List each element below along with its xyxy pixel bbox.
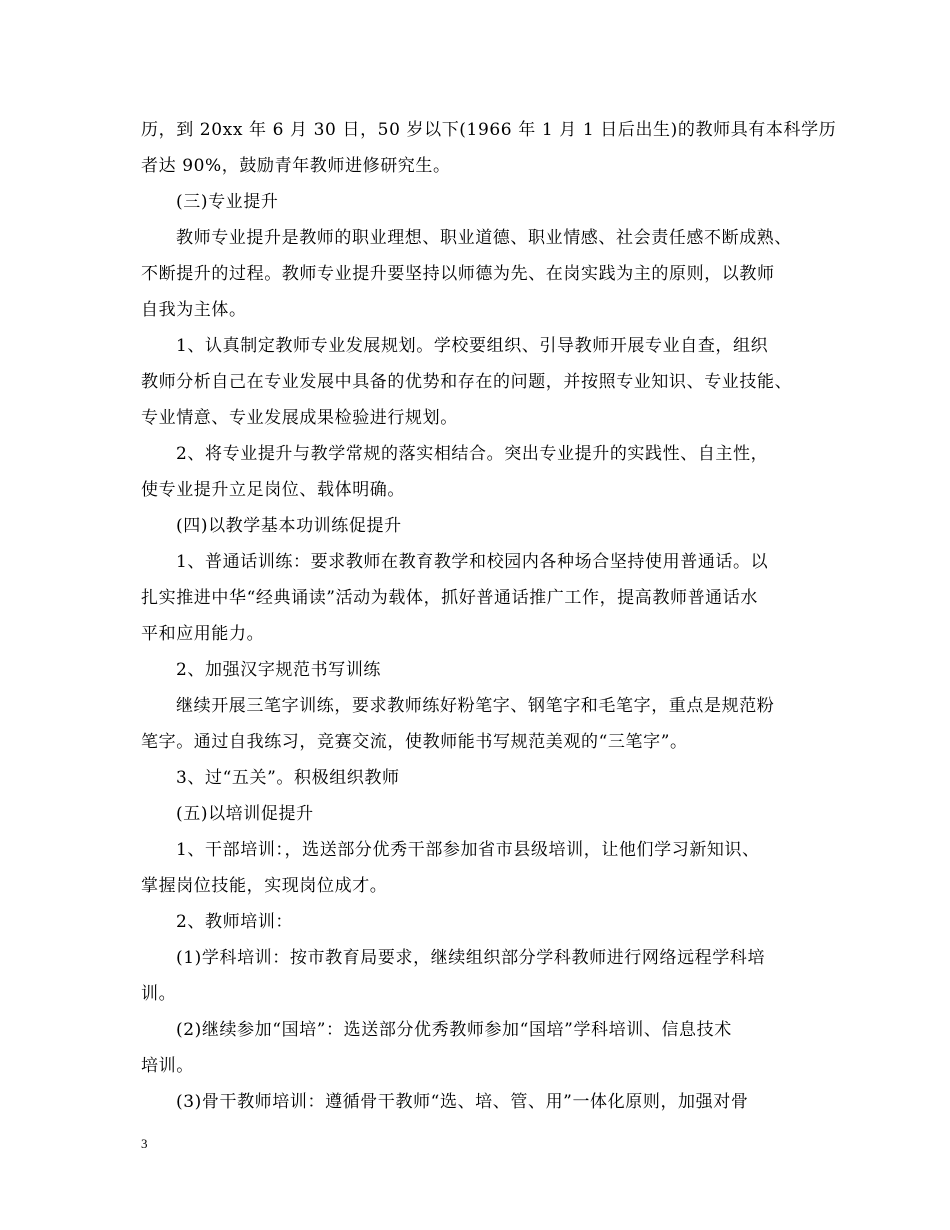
page-number: 3 (141, 1136, 148, 1151)
text-line: 继续开展三笔字训练，要求教师练好粉笔字、钢笔字和毛笔字，重点是规范粉 (176, 696, 775, 716)
text-line: 教师专业提升是教师的职业理想、职业道德、职业情感、社会责任感不断成熟、 (176, 228, 792, 248)
text-line: 掌握岗位技能，实现岗位成才。 (141, 876, 388, 896)
text-line: 平和应用能力。 (141, 624, 265, 644)
text-line: 2、教师培训： (176, 912, 294, 932)
section-heading: (四)以教学基本功训练促提升 (176, 516, 402, 536)
text-line: 2、加强汉字规范书写训练 (176, 660, 382, 680)
text-line: (3)骨干教师培训：遵循骨干教师“选、培、管、用”一体化原则，加强对骨 (176, 1092, 749, 1112)
text-line: 使专业提升立足岗位、载体明确。 (141, 480, 405, 500)
text-line: 1、认真制定教师专业发展规划。学校要组织、引导教师开展专业自查，组织 (176, 336, 769, 356)
text-line: 者达 90%，鼓励青年教师进修研究生。 (141, 156, 451, 176)
text-line: (2)继续参加“国培”：选送部分优秀教师参加“国培”学科培训、信息技术 (176, 1020, 732, 1040)
text-line: 专业情意、专业发展成果检验进行规划。 (141, 408, 458, 428)
text-line: 历，到 20xx 年 6 月 30 日，50 岁以下(1966 年 1 月 1 日后出生)的教师具有本科学历 (141, 120, 837, 140)
section-heading: (三)专业提升 (176, 192, 279, 212)
text-line: 2、将专业提升与教学常规的落实相结合。突出专业提升的实践性、自主性， (176, 444, 769, 464)
text-line: 1、普通话训练：要求教师在教育教学和校园内各种场合坚持使用普通话。以 (176, 552, 769, 572)
text-line: 1、干部培训：，选送部分优秀干部参加省市县级培训，让他们学习新知识、 (176, 840, 760, 860)
text-line: 扎实推进中华“经典诵读”活动为载体，抓好普通话推广工作，提高教师普通话水 (141, 588, 758, 608)
text-line: 训。 (141, 984, 177, 1004)
text-line: 不断提升的过程。教师专业提升要坚持以师德为先、在岗实践为主的原则，以教师 (141, 264, 775, 284)
text-line: 3、过“五关”。积极组织教师 (176, 768, 400, 788)
text-line: 自我为主体。 (141, 300, 247, 320)
section-heading: (五)以培训促提升 (176, 804, 314, 824)
text-line: 笔字。通过自我练习，竞赛交流，使教师能书写规范美观的“三笔字”。 (141, 732, 688, 752)
text-line: 培训。 (141, 1056, 194, 1076)
text-line: (1)学科培训：按市教育局要求，继续组织部分学科教师进行网络远程学科培 (176, 948, 766, 968)
text-line: 教师分析自己在专业发展中具备的优势和存在的问题，并按照专业知识、专业技能、 (141, 372, 793, 392)
